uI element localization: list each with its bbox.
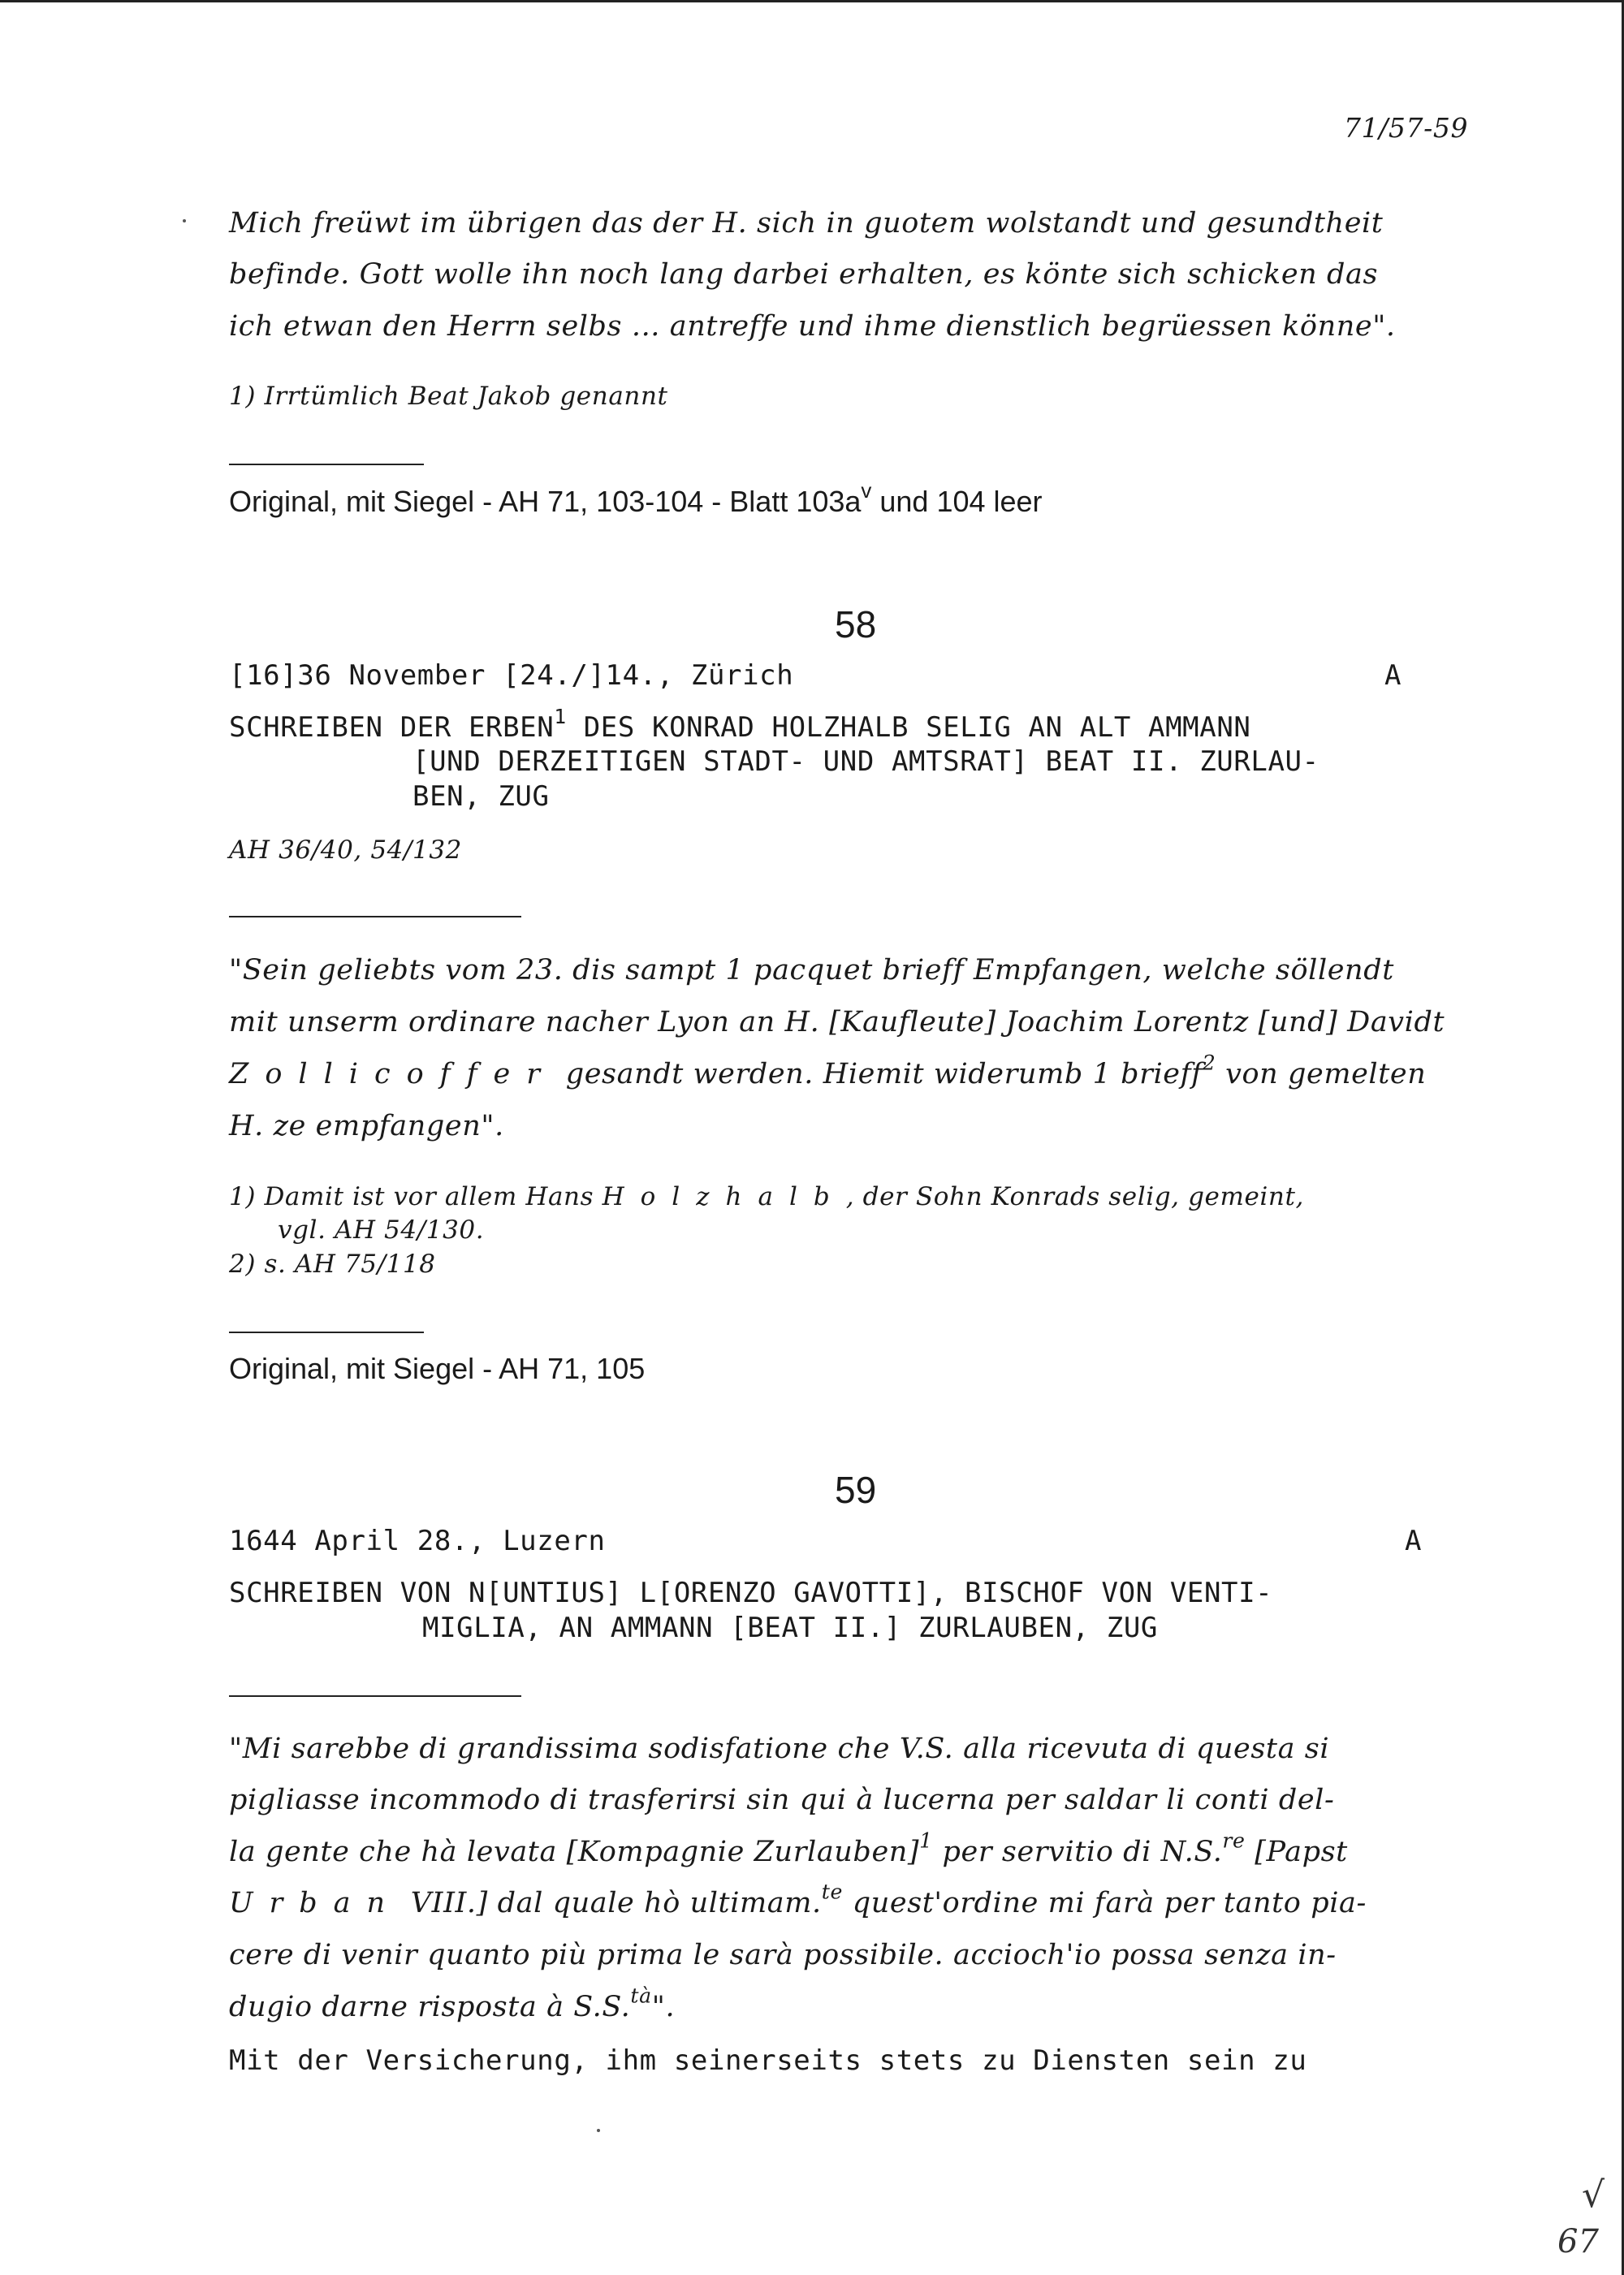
entry-59-quote-line-2: pigliasse incommodo di trasferirsi sin qui à lucerna per saldar li conti del-	[229, 1784, 1335, 1816]
entry-59-quote-line-4: Urban VIII.] dal quale hò ultimam.$^{te}$ quest'ordine mi farà per tanto pia-	[229, 1880, 1367, 1919]
entry-59-quote-line-5: cere di venir quanto più prima le sarà possibile. accioch'io possa senza in-	[229, 1939, 1337, 1971]
entry-58-quote-line-1: "Sein geliebts vom 23. dis sampt 1 pacquet brieff Empfangen, welche söllendt	[229, 954, 1394, 986]
quote-line-1: Mich freüwt im übrigen das der H. sich in guotem wolstandt und gesundtheit	[229, 207, 1384, 240]
divider-rule	[229, 464, 424, 465]
entry-58-category-letter: A	[1384, 659, 1402, 692]
page-reference: 71/57-59	[1344, 112, 1469, 144]
entry-59-date-place: 1644 April 28., Luzern	[229, 1525, 606, 1557]
entry-58-quote-line-2: mit unserm ordinare nacher Lyon an H. [Kaufleute] Joachim Lorentz [und] Davidt	[229, 1006, 1445, 1038]
entry-58-footnote-1-cont: vgl. AH 54/130.	[278, 1215, 485, 1245]
entry-58-quote-line-3: Zollicoffer gesandt werden. Hiemit widerumb 1 brieff$^2$ von gemelten	[229, 1051, 1427, 1090]
entry-58-heading-line-1: SCHREIBEN DER ERBEN$^1$ DES KONRAD HOLZHALB SELIG AN ALT AMMANN	[229, 705, 1251, 744]
scan-speck	[597, 2129, 600, 2132]
entry-59-quote-line-1: "Mi sarebbe di grandissima sodisfatione che V.S. alla ricevuta di questa si	[229, 1733, 1330, 1765]
entry-59-category-letter: A	[1405, 1525, 1423, 1557]
entry-59-heading-line-1: SCHREIBEN VON N[UNTIUS] L[ORENZO GAVOTTI], BISCHOF VON VENTI-	[229, 1577, 1273, 1609]
footnote-1: 1) Irrtümlich Beat Jakob genannt	[229, 382, 668, 411]
quote-line-2: befinde. Gott wolle ihn noch lang darbei erhalten, es könte sich schicken das	[229, 258, 1379, 291]
entry-58-references: AH 36/40, 54/132	[229, 835, 462, 865]
quote-line-3: ich etwan den Herrn selbs ... antreffe und ihme dienstlich begrüessen könne".	[229, 310, 1396, 343]
entry-58-heading-line-3: BEN, ZUG	[412, 780, 550, 813]
divider-rule	[229, 916, 521, 917]
entry-59-body-line: Mit der Versicherung, ihm seinerseits stets zu Diensten sein zu	[229, 2044, 1307, 2077]
handwritten-check-mark: √	[1582, 2174, 1605, 2216]
handwritten-folio-number: 67	[1557, 2223, 1599, 2260]
entry-number-58: 58	[835, 603, 877, 645]
entry-number-59: 59	[835, 1469, 877, 1511]
entry-59-quote-line-3: la gente che hà levata [Kompagnie Zurlauben]$^1$ per servitio di N.S.$^{re}$ [Papst	[229, 1828, 1348, 1868]
divider-rule	[229, 1695, 521, 1697]
scan-speck	[183, 219, 186, 222]
entry-59-quote-line-6: dugio darne risposta à S.S.$^{tà}$".	[229, 1984, 676, 2023]
entry-59-heading-line-2: MIGLIA, AN AMMANN [BEAT II.] ZURLAUBEN, ZUG	[422, 1612, 1158, 1644]
entry-58-heading-line-2: [UND DERZEITIGEN STADT- UND AMTSRAT] BEAT II. ZURLAU-	[412, 745, 1320, 778]
entry-58-quote-line-4: H. ze empfangen".	[229, 1110, 504, 1142]
scan-border-top	[0, 0, 1624, 2]
entry-58-date-place: [16]36 November [24./]14., Zürich	[229, 659, 794, 692]
entry-58-source-line: Original, mit Siegel - AH 71, 105	[229, 1352, 646, 1385]
entry-58-footnote-1: 1) Damit ist vor allem Hans Holzhalb, der Sohn Konrads selig, gemeint,	[229, 1182, 1305, 1211]
divider-rule	[229, 1332, 424, 1333]
entry-58-footnote-2: 2) s. AH 75/118	[229, 1250, 436, 1279]
source-line: Original, mit Siegel - AH 71, 103-104 - Blatt $103a^v$ und 104 leer	[229, 480, 1043, 518]
